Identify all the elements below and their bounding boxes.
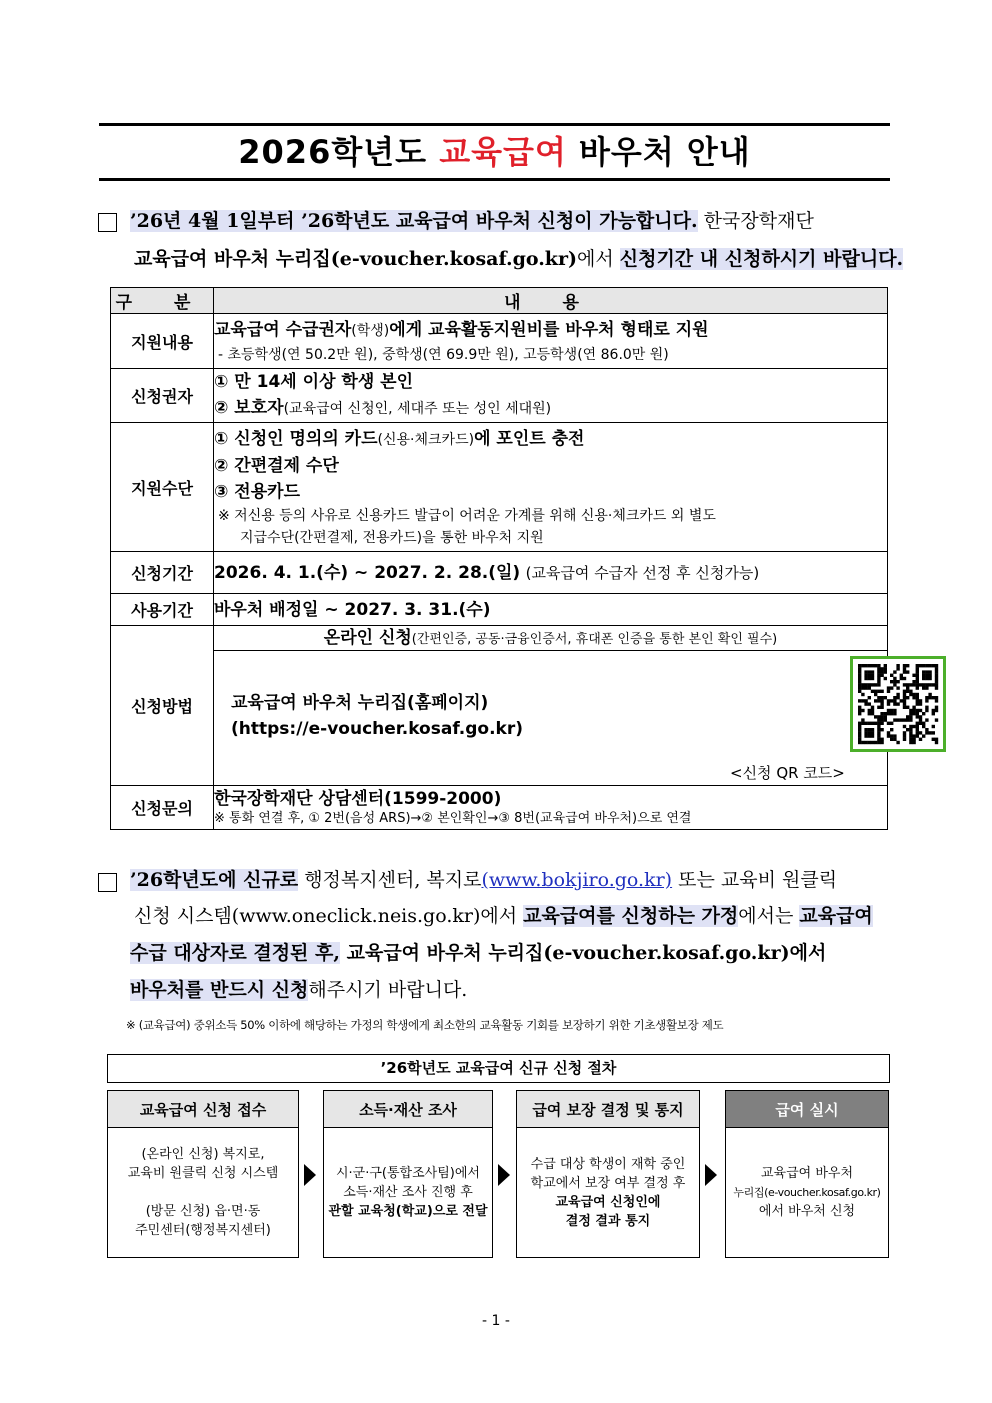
table-row — [111, 423, 888, 552]
means-note2: 지급수단(간편결제, 전용카드)을 통한 바우처 지원 — [240, 529, 544, 546]
row-label: 신청기간 — [111, 552, 214, 594]
method-site: 교육급여 바우처 누리집(홈페이지) — [231, 693, 489, 713]
method-url[interactable]: (https://e-voucher.kosaf.go.kr) — [231, 719, 524, 739]
step-head: 급여 보장 결정 및 통지 — [516, 1090, 700, 1128]
row-label: 신청문의 — [111, 786, 214, 830]
row-label: 신청방법 — [111, 626, 214, 786]
notice1-line1-bold: ’26년 4월 1일부터 ’26학년도 교육급여 바우처 신청이 가능합니다. — [130, 210, 698, 232]
row-support — [214, 314, 888, 369]
inquiry-note: ※ 통화 연결 후, ① 2번(음성 ARS)→② 본인확인→③ 8번(교육급여 바우처)으로 연결 — [214, 810, 692, 826]
arrow-right-icon — [498, 1164, 510, 1186]
means-note1: ※ 저신용 등의 사유로 신용카드 발급이 어려운 가계를 위해 신용·체크카드 외 별도 — [218, 507, 716, 524]
step-head: 교육급여 신청 접수 — [107, 1090, 299, 1128]
table-row — [111, 314, 888, 369]
period-value: 2026. 4. 1.(수) ~ 2027. 2. 28.(일) — [214, 562, 521, 583]
checkbox-icon — [98, 213, 117, 232]
row-label: 지원내용 — [111, 314, 214, 369]
header-content: 내 용 — [214, 288, 888, 314]
table-header-row — [111, 288, 888, 314]
row-method — [214, 626, 888, 786]
qr-caption: <신청 QR 코드> — [730, 764, 845, 782]
table-row — [111, 552, 888, 594]
notice1-site: 교육급여 바우처 누리집(e-voucher.kosaf.go.kr) — [134, 248, 577, 270]
applicant-item2: ② 보호자(교육급여 신청인, 세대주 또는 성인 세대원) — [214, 398, 552, 418]
method-online-header: 온라인 신청(간편인증, 공동·금융인증서, 휴대폰 인증을 통한 본인 확인 필수) — [214, 626, 887, 651]
inquiry-center: 한국장학재단 상담센터(1599-2000) — [214, 788, 502, 809]
step-body: 교육급여 바우처 누리집(e-voucher.kosaf.go.kr) 에서 바우처 신청 — [725, 1128, 889, 1258]
title-box — [99, 123, 890, 181]
table-row — [111, 626, 888, 786]
checkbox-icon — [98, 873, 117, 892]
header-category: 구 분 — [111, 288, 214, 314]
qr-code-icon[interactable] — [850, 656, 946, 752]
step-body: 시·군·구(통합조사팀)에서 소득·재산 조사 진행 후 관할 교육청(학교)으로 전달 — [323, 1128, 493, 1258]
step-body: 수급 대상 학생이 재학 중인 학교에서 보장 여부 결정 후 교육급여 신청인에 결정 결과 통지 — [516, 1128, 700, 1258]
table-row — [111, 786, 888, 830]
title-highlight: 교육급여 — [439, 133, 567, 171]
row-label: 사용기간 — [111, 594, 214, 626]
notice1-mid: 에서 — [576, 248, 614, 270]
notice1-end: 신청기간 내 신청하시기 바랍니다. — [619, 248, 904, 270]
arrow-right-icon — [705, 1164, 717, 1186]
footnote: ※ (교육급여) 중위소득 50% 이하에 해당하는 가정의 학생에게 최소한의 교육활동 기회를 보장하기 위한 기초생활보장 제도 — [126, 1018, 724, 1032]
notice1-line2 — [134, 238, 903, 280]
row-applicant — [214, 369, 888, 423]
notice2-line1: ’26학년도에 신규로 행정복지센터, 복지로(www.bokjiro.go.kr) 또는 교육비 원클릭 — [130, 869, 838, 891]
row-inquiry — [214, 786, 888, 830]
table-row — [111, 594, 888, 626]
notice1-line1 — [130, 200, 814, 242]
title-year: 2026학년도 — [238, 133, 428, 171]
step-2 — [323, 1090, 493, 1258]
period-note: (교육급여 수급자 선정 후 신청가능) — [525, 563, 760, 582]
row-label: 지원수단 — [111, 423, 214, 552]
step-body: (온라인 신청) 복지로, 교육비 원클릭 신청 시스템 (방문 신청) 읍·면·동 주민센터(행정복지센터) — [107, 1128, 299, 1258]
bokjiro-link[interactable]: (www.bokjiro.go.kr) — [481, 869, 673, 891]
table-row — [111, 369, 888, 423]
support-sub: - 초등학생(연 50.2만 원), 중학생(연 69.9만 원), 고등학생(연 86.0만 원) — [218, 346, 669, 363]
means-item3: ③ 전용카드 — [214, 481, 300, 502]
title-rest: 바우처 안내 — [579, 133, 751, 171]
support-main: 교육급여 수급권자(학생)에게 교육활동지원비를 바우처 형태로 지원 — [214, 319, 709, 340]
notice2-line2: 신청 시스템(www.oneclick.neis.go.kr)에서 교육급여를 신청하는 가정에서는 교육급여 — [134, 905, 873, 927]
usage-value: 바우처 배정일 ~ 2027. 3. 31.(수) — [214, 599, 491, 620]
applicant-item1: ① 만 14세 이상 학생 본인 — [214, 372, 414, 392]
step-3 — [516, 1090, 700, 1258]
notice2-line3: 수급 대상자로 결정된 후, 교육급여 바우처 누리집(e-voucher.kosaf.go.kr)에서 — [130, 942, 827, 964]
page-title — [99, 126, 890, 178]
row-label: 신청권자 — [111, 369, 214, 423]
means-item2: ② 간편결제 수단 — [214, 455, 339, 476]
row-means — [214, 423, 888, 552]
row-usage — [214, 594, 888, 626]
row-period — [214, 552, 888, 594]
step-4 — [725, 1090, 889, 1258]
info-table — [110, 287, 888, 830]
notice1-line1-rest: 한국장학재단 — [703, 210, 814, 232]
notice2-line4: 바우처를 반드시 신청해주시기 바랍니다. — [130, 979, 468, 1001]
step-head: 급여 실시 — [725, 1090, 889, 1128]
step-1 — [107, 1090, 299, 1258]
arrow-right-icon — [304, 1164, 316, 1186]
process-title: ’26학년도 교육급여 신규 신청 절차 — [107, 1054, 890, 1083]
page-number: - 1 - — [482, 1313, 510, 1329]
means-item1: ① 신청인 명의의 카드(신용·체크카드)에 포인트 충전 — [214, 428, 585, 449]
step-head: 소득·재산 조사 — [323, 1090, 493, 1128]
